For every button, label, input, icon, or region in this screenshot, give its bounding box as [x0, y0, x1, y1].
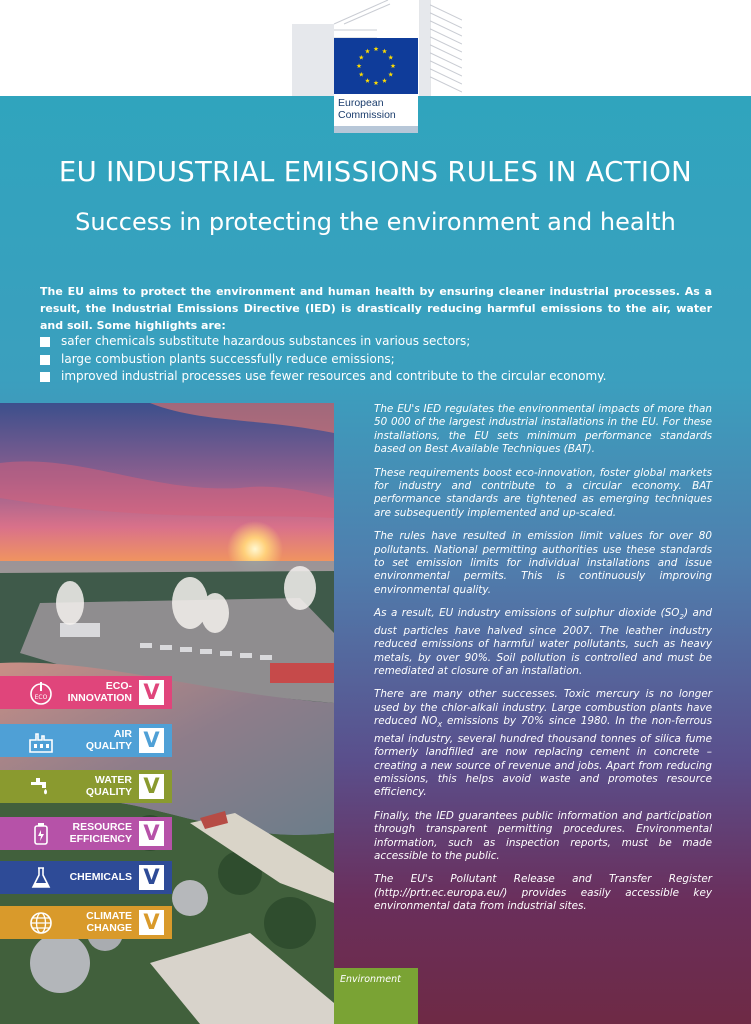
highlights-list [40, 333, 712, 386]
check-mark-icon: V [139, 728, 164, 753]
check-mark-icon: V [139, 680, 164, 705]
badge-climate-change [0, 906, 172, 939]
badge-chemicals [0, 861, 172, 894]
check-mark-icon: V [139, 865, 164, 890]
badge-eco-innovation [0, 676, 172, 709]
logo-wordmark [338, 97, 416, 121]
eu-star-icon [359, 55, 364, 60]
flask-icon [28, 865, 54, 891]
highlight-item [40, 368, 712, 386]
eu-star-icon [374, 46, 379, 51]
factory-icon [28, 728, 54, 754]
highlight-item [40, 333, 712, 351]
check-mark-icon: V [139, 774, 164, 799]
highlight-text: large combustion plants successfully reduce emissions; [61, 351, 395, 366]
battery-icon [28, 821, 54, 847]
eu-star-icon [359, 72, 364, 77]
badge-label: WATER QUALITY [85, 774, 132, 798]
eu-star-icon [388, 72, 393, 77]
globe-icon [28, 910, 54, 936]
eu-star-icon [357, 63, 362, 68]
eu-star-icon [382, 49, 387, 54]
logo-line-1: European [338, 97, 384, 109]
highlight-text: improved industrial processes use fewer resources and contribute to the circular economy. [61, 369, 607, 383]
badge-label: AIR QUALITY [85, 728, 132, 752]
eu-star-icon [374, 80, 379, 85]
body-text-column [374, 403, 712, 924]
square-bullet-icon [40, 337, 50, 347]
body-paragraph: The EU's Pollutant Release and Transfer Register (http://prtr.ec.europa.eu/) provides easily accessible key environmental data from industrial sites. [374, 873, 712, 913]
highlight-text: safer chemicals substitute hazardous substances in various sectors; [61, 334, 471, 348]
body-paragraph: There are many other successes. Toxic mercury is no longer used by the chlor-alkali industry. Large combustion plants have reduced $NO_X$ emissions by 70% since 1980. In the non-ferrous metal industry, several hundred thousand tonnes of silica fume formerly landfilled are now replacing cement in concrete – creating a new source of revenue and jobs. Apart from reducing emissions, this helps avoid waste and promotes resource efficiency. [374, 688, 712, 799]
check-mark-icon: V [139, 821, 164, 846]
environment-tag [334, 968, 418, 1024]
page-subtitle: Success in protecting the environment and health [75, 208, 676, 236]
european-commission-logo[interactable] [334, 38, 418, 133]
eu-star-icon [365, 49, 370, 54]
check-mark-icon: V [139, 910, 164, 935]
body-paragraph: The EU's IED regulates the environmental impacts of more than 50 000 of the largest industrial installations in the EU. For these installations, the EU sets minimum performance standards based on Best Available Techniques (BAT). [374, 403, 712, 456]
body-paragraph: These requirements boost eco-innovation, foster global markets for industry and contribute to a circular economy. BAT performance standards are tightened as emerging techniques are subsequently implemented and up-scaled. [374, 466, 712, 519]
eu-star-icon [391, 63, 396, 68]
badge-label: RESOURCE EFFICIENCY [69, 821, 132, 845]
eco-icon [28, 680, 54, 706]
badge-resource-efficiency [0, 817, 172, 850]
highlight-item [40, 351, 712, 369]
svg-text:ECO: ECO [34, 694, 48, 701]
page-title: EU INDUSTRIAL EMISSIONS RULES IN ACTION [58, 156, 693, 188]
body-paragraph: As a result, EU industry emissions of sulphur dioxide $(SO_2)$ and dust particles have halved since 2007. The leather industry reduced emissions of harmful water pollutants, such as heavy metals, by over 90%. Soil pollution is controlled and must be remediated at closure of an installation. [374, 607, 712, 677]
badge-label: CLIMATE CHANGE [86, 910, 132, 934]
eu-star-icon [388, 55, 393, 60]
logo-line-2: Commission [338, 109, 396, 121]
faucet-icon [28, 774, 54, 800]
eu-star-icon [365, 78, 370, 83]
environment-label: Environment [340, 974, 401, 985]
badge-water-quality [0, 770, 172, 803]
intro-paragraph: The EU aims to protect the environment and human health by ensuring cleaner industrial processes. As a result, the Industrial Emissions Directive (IED) is drastically reducing harmful emissions to the air, water and soil. Some highlights are: [40, 285, 712, 332]
eu-star-icon [382, 78, 387, 83]
badge-label: ECO- INNOVATION [67, 680, 132, 704]
eu-flag-icon [334, 38, 418, 94]
body-paragraph: The rules have resulted in emission limit values for over 80 pollutants. National permitting authorities use these standards to set emission limits for individual installations and issue environmental permits. This is continuously improving environmental quality. [374, 530, 712, 596]
square-bullet-icon [40, 372, 50, 382]
badge-label: CHEMICALS [69, 870, 132, 883]
body-paragraph: Finally, the IED guarantees public information and participation through transparent permitting procedures. Environmental information, such as inspection reports, must be made accessible to the public. [374, 809, 712, 862]
badge-air-quality [0, 724, 172, 757]
square-bullet-icon [40, 355, 50, 365]
logo-underline [334, 126, 418, 133]
